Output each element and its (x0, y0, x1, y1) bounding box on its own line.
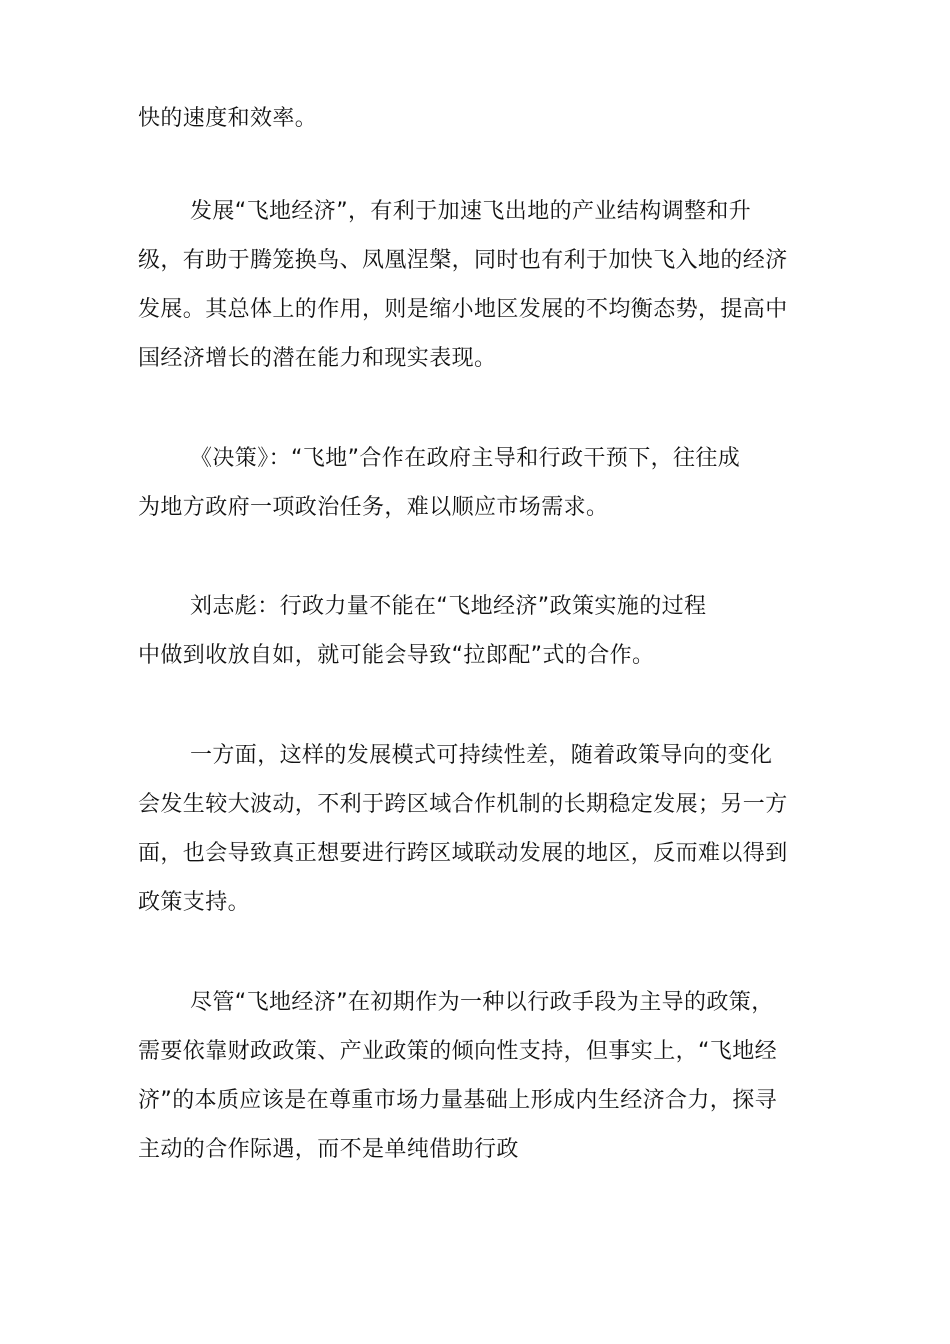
paragraph-line: 发展。其总体上的作用，则是缩小地区发展的不均衡态势，提高中 (138, 297, 788, 322)
paragraph-line: 《决策》：“飞地”合作在政府主导和行政干预下，往往成 (190, 446, 741, 471)
paragraph-line: 快的速度和效率。 (138, 106, 318, 131)
paragraph-line: 刘志彪：行政力量不能在“飞地经济”政策实施的过程 (190, 594, 707, 619)
paragraph-line: 济”的本质应该是在尊重市场力量基础上形成内生经济合力，探寻 (138, 1088, 777, 1113)
paragraph-line: 中做到收放自如，就可能会导致“拉郎配”式的合作。 (138, 643, 655, 668)
paragraph-line: 政策支持。 (138, 890, 251, 915)
paragraph-line: 面，也会导致真正想要进行跨区域联动发展的地区，反而难以得到 (138, 841, 788, 866)
paragraph-line: 国经济增长的潜在能力和现实表现。 (138, 346, 497, 371)
paragraph-line: 发展“飞地经济”，有利于加速飞出地的产业结构调整和升 (190, 199, 752, 224)
paragraph-line: 主动的合作际遇，而不是单纯借助行政 (138, 1137, 519, 1162)
paragraph-line: 尽管“飞地经济”在初期作为一种以行政手段为主导的政策， (190, 990, 774, 1015)
paragraph-line: 一方面，这样的发展模式可持续性差，随着政策导向的变化 (190, 743, 773, 768)
paragraph-line: 会发生较大波动，不利于跨区域合作机制的长期稳定发展；另一方 (138, 792, 788, 817)
paragraph-line: 需要依靠财政政策、产业政策的倾向性支持，但事实上，“飞地经 (138, 1039, 777, 1064)
paragraph-line: 为地方政府一项政治任务，难以顺应市场需求。 (138, 495, 609, 520)
paragraph-line: 级，有助于腾笼换鸟、凤凰涅槃，同时也有利于加快飞入地的经济 (138, 248, 788, 273)
